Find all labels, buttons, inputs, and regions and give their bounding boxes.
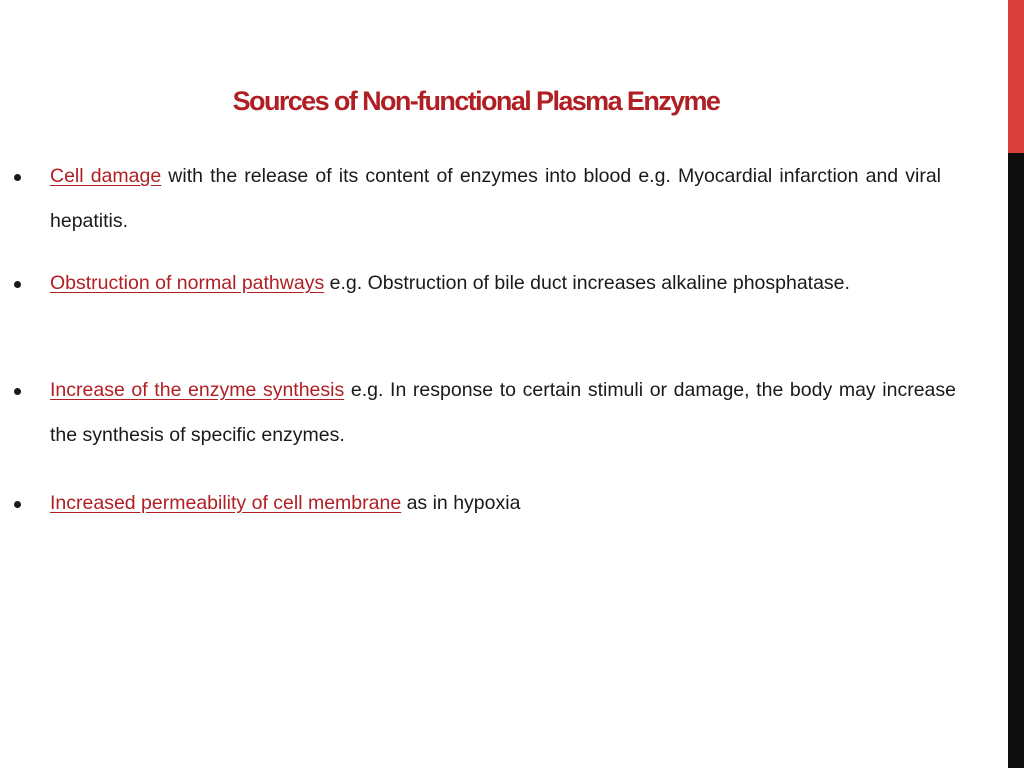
slide-title: Sources of Non-functional Plasma Enzyme: [232, 86, 720, 116]
bullet-description: with the release of its content of enzymes into blood e.g. Myocardial infarction and viral hepatitis.: [50, 165, 941, 232]
link-obstruction-of-normal-pathways[interactable]: Obstruction of normal pathways: [50, 272, 325, 294]
bullet-dot-icon: [14, 388, 21, 395]
bullet-dot-icon: [14, 174, 21, 181]
bullet-description: as in hypoxia: [401, 492, 521, 514]
bullet-dot-icon: [14, 501, 21, 508]
link-increased-permeability[interactable]: Increased permeability of cell membrane: [50, 492, 402, 514]
side-accent-bar-black: [1008, 153, 1024, 768]
bullet-dot-icon: [14, 281, 21, 288]
bullet-text: [50, 261, 941, 306]
bullet-description: e.g. In response to certain stimuli or damage, the body may increase the synthesis of specific enzymes.: [50, 379, 956, 446]
link-cell-damage[interactable]: Cell damage: [50, 165, 162, 187]
bullet-text: [50, 481, 956, 526]
bullet-text: [50, 368, 956, 458]
bullet-description: e.g. Obstruction of bile duct increases alkaline phosphatase.: [324, 272, 850, 294]
side-accent-bar-red: [1008, 0, 1024, 153]
link-increase-of-enzyme-synthesis[interactable]: Increase of the enzyme synthesis: [50, 379, 345, 401]
bullet-text: [50, 154, 941, 244]
